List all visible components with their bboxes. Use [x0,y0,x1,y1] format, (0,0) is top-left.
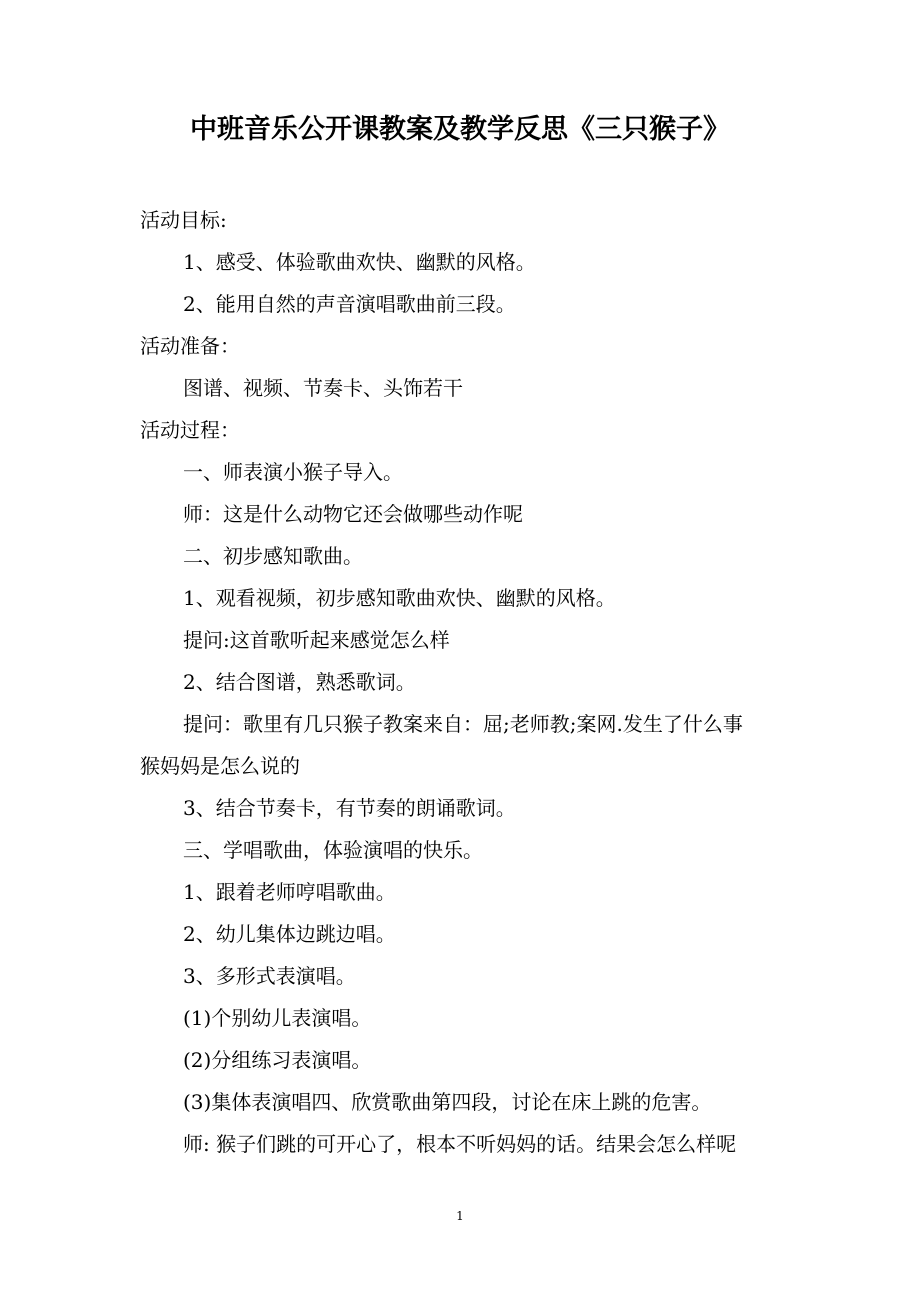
page-number: 1 [456,1209,464,1223]
paragraph: 1、跟着老师哼唱歌曲。 [183,880,396,904]
paragraph: 2、能用自然的声音演唱歌曲前三段。 [183,292,516,316]
paragraph: 1、感受、体验歌曲欢快、幽默的风格。 [183,250,536,274]
paragraph: (2)分组练习表演唱。 [183,1048,372,1072]
paragraph: 2、结合图谱，熟悉歌词。 [183,670,416,694]
paragraph: 师: 猴子们跳的可开心了，根本不听妈妈的话。结果会怎么样呢 [183,1132,737,1156]
paragraph: 提问:这首歌听起来感觉怎么样 [183,628,450,652]
paragraph: 1、观看视频，初步感知歌曲欢快、幽默的风格。 [183,586,616,610]
paragraph: 三、学唱歌曲，体验演唱的快乐。 [183,838,483,862]
section-heading-preparation: 活动准备： [140,334,240,358]
paragraph: (1)个别幼儿表演唱。 [183,1006,372,1030]
section-heading-process: 活动过程： [140,418,240,442]
paragraph: 2、幼儿集体边跳边唱。 [183,922,396,946]
paragraph: 3、多形式表演唱。 [183,964,356,988]
paragraph: 图谱、视频、节奏卡、头饰若干 [183,376,463,400]
paragraph: 3、结合节奏卡，有节奏的朗诵歌词。 [183,796,516,820]
paragraph-continuation: 猴妈妈是怎么说的 [140,754,300,778]
paragraph: (3)集体表演唱四、欣赏歌曲第四段，讨论在床上跳的危害。 [183,1090,712,1114]
paragraph: 二、初步感知歌曲。 [183,544,363,568]
document-title: 中班音乐公开课教案及教学反思《三只猴子》 [190,114,730,145]
section-heading-goals: 活动目标: [140,208,227,232]
paragraph: 师：这是什么动物它还会做哪些动作呢 [183,502,523,526]
paragraph: 提问：歌里有几只猴子教案来自：屈;老师教;案网.发生了什么事 [183,712,743,736]
paragraph: 一、师表演小猴子导入。 [183,460,403,484]
